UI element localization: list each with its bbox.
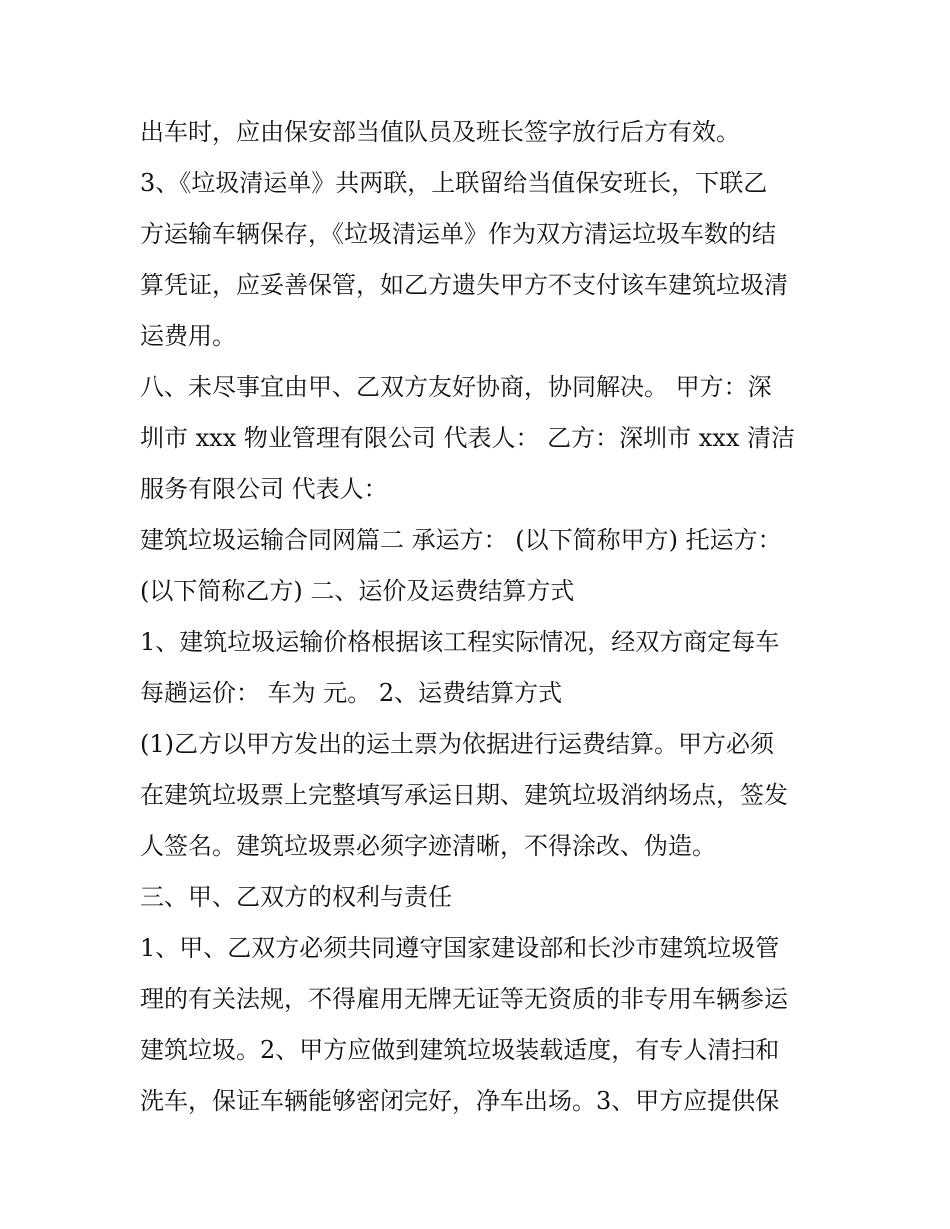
text-line: (1)乙方以甲方发出的运土票为依据进行运费结算。甲方必须 xyxy=(140,730,774,758)
text-line: 在建筑垃圾票上完整填写承运日期、建筑垃圾消纳场点，签发 xyxy=(140,781,788,809)
text-line: 圳市 xxx 物业管理有限公司 代表人： 乙方：深圳市 xxx 清洁 xyxy=(140,424,795,452)
text-line: 三、甲、乙双方的权利与责任 xyxy=(140,883,452,911)
text-line: 洗车，保证车辆能够密闭完好，净车出场。3、甲方应提供保 xyxy=(140,1087,780,1115)
text-line: 方运输车辆保存，《垃圾清运单》作为双方清运垃圾车数的结 xyxy=(140,220,776,248)
text-line: 服务有限公司 代表人： xyxy=(140,475,388,503)
text-line: 理的有关法规，不得雇用无牌无证等无资质的非专用车辆参运 xyxy=(140,985,788,1013)
text-line: 3、《垃圾清运单》共两联，上联留给当值保安班长，下联乙 xyxy=(140,169,768,197)
text-line: 人签名。建筑垃圾票必须字迹清晰，不得涂改、伪造。 xyxy=(140,832,716,860)
text-line: 每趟运价： 车为 元。 2、运费结算方式 xyxy=(140,679,563,707)
text-line: 算凭证，应妥善保管，如乙方遗失甲方不支付该车建筑垃圾清 xyxy=(140,271,788,299)
text-line: 1、建筑垃圾运输价格根据该工程实际情况，经双方商定每车 xyxy=(140,628,780,656)
text-line: 出车时，应由保安部当值队员及班长签字放行后方有效。 xyxy=(140,118,740,146)
document-body xyxy=(140,107,820,1127)
text-line: 1、甲、乙双方必须共同遵守国家建设部和长沙市建筑垃圾管 xyxy=(140,934,780,962)
text-line: (以下简称乙方) 二、运价及运费结算方式 xyxy=(140,577,575,605)
text-line: 建筑垃圾运输合同网篇二 承运方： (以下简称甲方) 托运方： xyxy=(140,526,782,554)
text-line: 建筑垃圾。2、甲方应做到建筑垃圾装载适度，有专人清扫和 xyxy=(140,1036,780,1064)
text-line: 运费用。 xyxy=(140,322,236,350)
text-line: 八、未尽事宜由甲、乙双方友好协商，协同解决。 甲方：深 xyxy=(140,373,772,401)
